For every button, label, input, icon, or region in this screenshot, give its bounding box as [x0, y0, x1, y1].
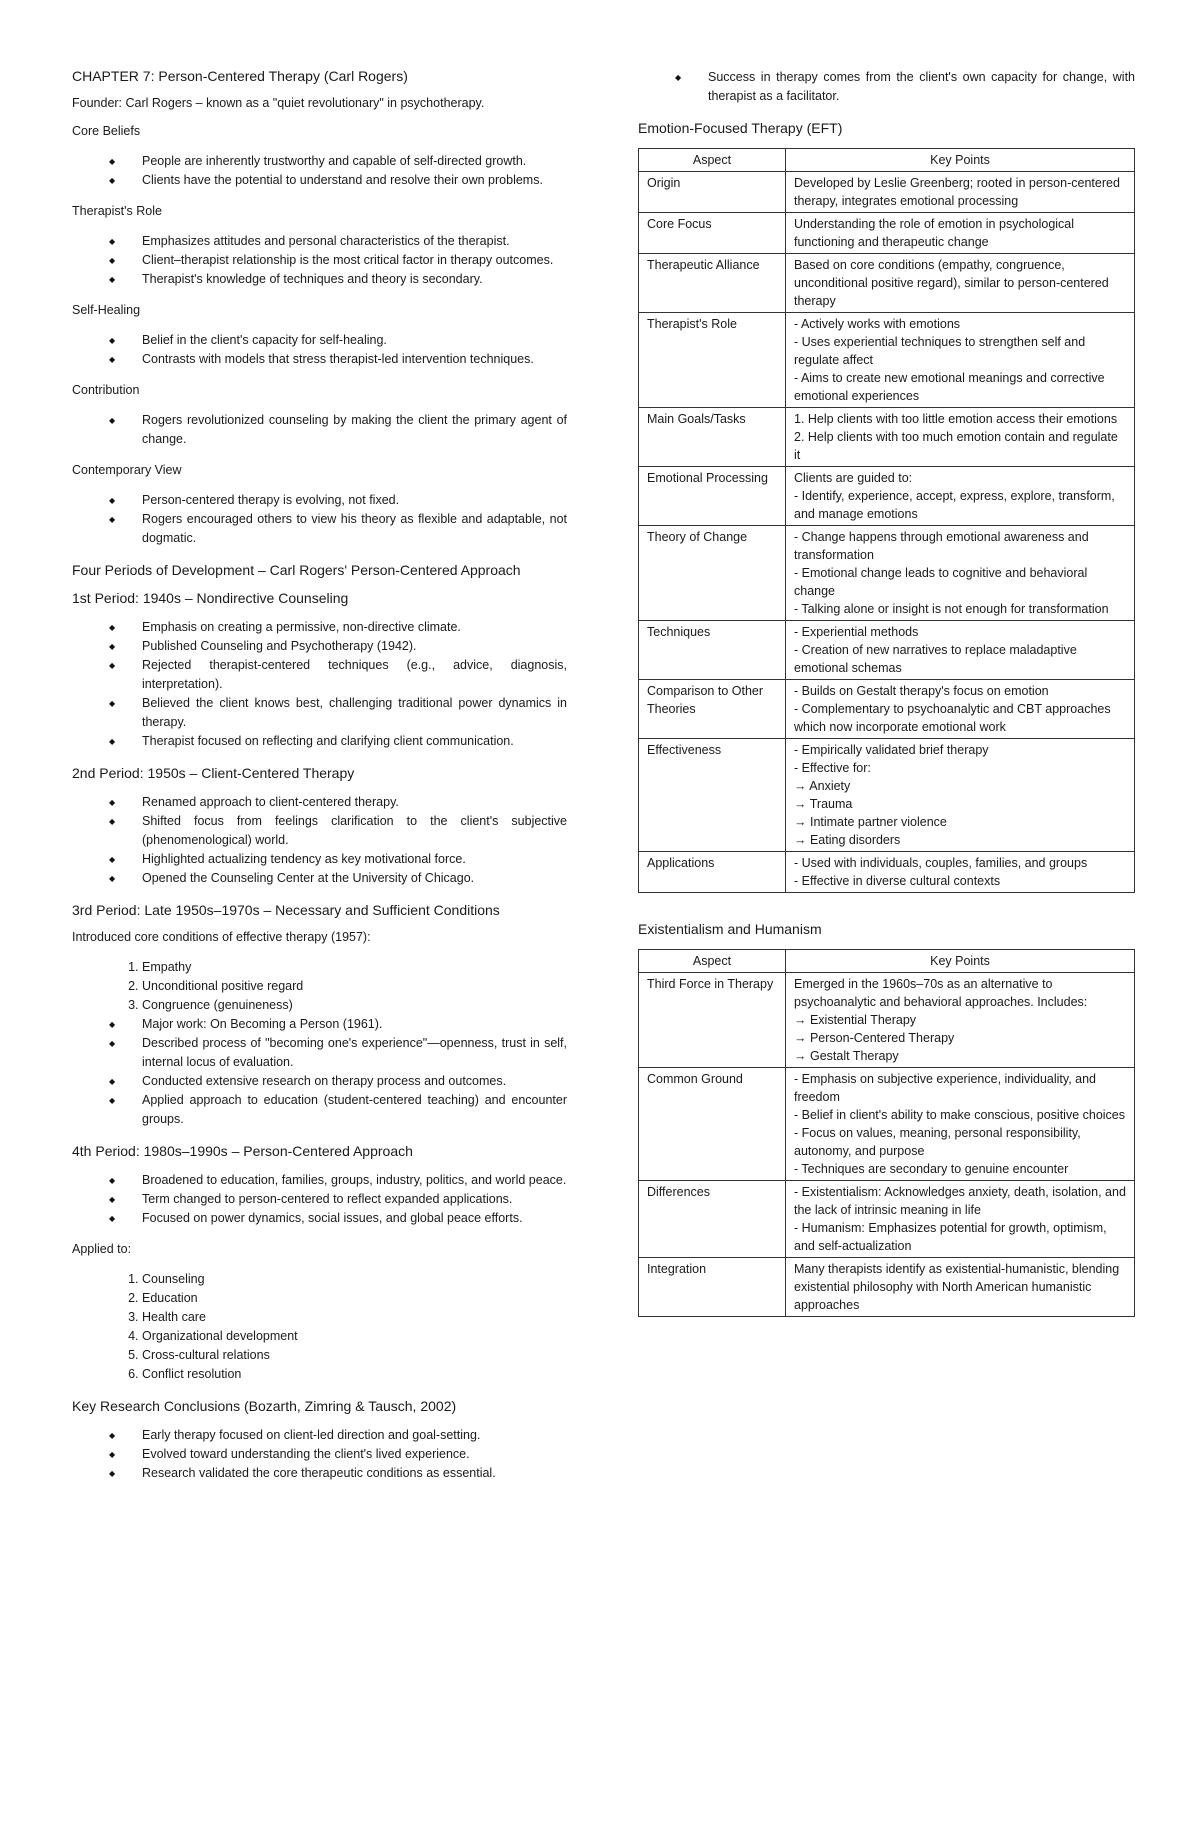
table-cell-aspect: Emotional Processing: [639, 467, 786, 526]
table-header-row: [639, 950, 1135, 973]
contribution-list: [72, 411, 567, 449]
key-point-line: - Techniques are secondary to genuine encounter: [794, 1162, 1069, 1176]
section-label-contribution: Contribution: [72, 383, 140, 397]
table-cell-aspect: Therapeutic Alliance: [639, 254, 786, 313]
table-cell-key-points: [786, 1181, 1135, 1258]
key-point-line: - Effective for:: [794, 761, 871, 775]
key-point-line: - Builds on Gestalt therapy's focus on emotion: [794, 684, 1049, 698]
table-cell-key-points: [786, 408, 1135, 467]
table-row: [639, 621, 1135, 680]
key-point-line: → Person-Centered Therapy: [794, 1031, 955, 1045]
list-item: ◆ Early therapy focused on client-led direction and goal-setting.: [142, 1426, 567, 1445]
eft-heading: Emotion-Focused Therapy (EFT): [638, 120, 843, 136]
period4-heading: 4th Period: 1980s–1990s – Person-Centered Approach: [72, 1143, 413, 1159]
key-point-line: - Change happens through emotional awareness and transformation: [794, 530, 1089, 562]
section-label-contemporary-view: Contemporary View: [72, 463, 182, 477]
table-cell-key-points: [786, 739, 1135, 852]
key-point-line: - Humanism: Emphasizes potential for growth, optimism, and self-actualization: [794, 1221, 1107, 1253]
key-point-line: - Emotional change leads to cognitive and behavioral change: [794, 566, 1088, 598]
list-item: ◆ Rejected therapist-centered techniques (e.g., advice, diagnosis, interpretation).: [142, 656, 567, 694]
chapter-title: CHAPTER 7: Person-Centered Therapy (Carl Rogers): [72, 68, 408, 84]
list-item: ◆ Success in therapy comes from the client's own capacity for change, with therapist as a facilitator.: [708, 68, 1135, 106]
key-point-line: - Effective in diverse cultural contexts: [794, 874, 1001, 888]
list-item: ◆ Published Counseling and Psychotherapy (1942).: [142, 637, 567, 656]
table-row: [639, 526, 1135, 621]
table-row: [639, 680, 1135, 739]
research-heading: Key Research Conclusions (Bozarth, Zimring & Tausch, 2002): [72, 1398, 457, 1414]
right-column: [638, 68, 1135, 1331]
list-item: ◆ Therapist focused on reflecting and clarifying client communication.: [142, 732, 567, 751]
column-header-key-points: Key Points: [786, 149, 1135, 172]
table-row: [639, 739, 1135, 852]
table-cell-aspect: Main Goals/Tasks: [639, 408, 786, 467]
key-point-line: - Identify, experience, accept, express, explore, transform, and manage emotions: [794, 489, 1115, 521]
list-item: ◆ Research validated the core therapeutic conditions as essential.: [142, 1464, 567, 1483]
key-point-line: → Gestalt Therapy: [794, 1049, 899, 1063]
table-row: [639, 1258, 1135, 1317]
table-cell-key-points: [786, 467, 1135, 526]
table-cell-key-points: [786, 254, 1135, 313]
key-point-line: → Eating disorders: [794, 833, 901, 847]
list-item: ◆ Evolved toward understanding the client's lived experience.: [142, 1445, 567, 1464]
list-item: ◆ Rogers revolutionized counseling by making the client the primary agent of change.: [142, 411, 567, 449]
table-row: [639, 1181, 1135, 1258]
list-item: 3. Congruence (genuineness): [142, 996, 567, 1015]
key-point-line: Based on core conditions (empathy, congruence, unconditional positive regard), similar to person-centered therapy: [794, 258, 1109, 308]
list-item: ◆ Therapist's knowledge of techniques and theory is secondary.: [142, 270, 567, 289]
key-point-line: Understanding the role of emotion in psychological functioning and therapeutic change: [794, 217, 1075, 249]
list-item: 2. Unconditional positive regard: [142, 977, 567, 996]
list-item: ◆ Emphasizes attitudes and personal characteristics of the therapist.: [142, 232, 567, 251]
list-item: ◆ Client–therapist relationship is the most critical factor in therapy outcomes.: [142, 251, 567, 270]
contemporary-view-list: [72, 491, 567, 548]
table-row: [639, 467, 1135, 526]
section-label-therapists-role: Therapist's Role: [72, 204, 162, 218]
list-item: ◆ Contrasts with models that stress therapist-led intervention techniques.: [142, 350, 567, 369]
list-item: ◆ Clients have the potential to understand and resolve their own problems.: [142, 171, 567, 190]
table-row: [639, 852, 1135, 893]
period2-heading: 2nd Period: 1950s – Client-Centered Therapy: [72, 765, 355, 781]
key-point-line: - Emphasis on subjective experience, individuality, and freedom: [794, 1072, 1097, 1104]
table-cell-aspect: Comparison to Other Theories: [639, 680, 786, 739]
key-point-line: - Used with individuals, couples, families, and groups: [794, 856, 1088, 870]
key-point-line: - Belief in client's ability to make conscious, positive choices: [794, 1108, 1126, 1122]
key-point-line: - Existentialism: Acknowledges anxiety, death, isolation, and the lack of intrinsic meaning in life: [794, 1185, 1126, 1217]
list-item: ◆ Focused on power dynamics, social issues, and global peace efforts.: [142, 1209, 567, 1228]
left-column: [72, 68, 567, 1497]
list-item: 3. Health care: [142, 1308, 567, 1327]
table-cell-key-points: [786, 1068, 1135, 1181]
table-cell-key-points: [786, 213, 1135, 254]
list-item: ◆ Renamed approach to client-centered therapy.: [142, 793, 567, 812]
table-row: [639, 1068, 1135, 1181]
list-item: ◆ Broadened to education, families, groups, industry, politics, and world peace.: [142, 1171, 567, 1190]
list-item: 1. Counseling: [142, 1270, 567, 1289]
eh-table: [638, 949, 1135, 1317]
period3-list: [72, 1015, 567, 1129]
list-item: ◆ Opened the Counseling Center at the University of Chicago.: [142, 869, 567, 888]
period3-intro: Introduced core conditions of effective therapy (1957):: [72, 930, 371, 944]
table-cell-aspect: Common Ground: [639, 1068, 786, 1181]
table-cell-key-points: [786, 1258, 1135, 1317]
list-item: ◆ People are inherently trustworthy and capable of self-directed growth.: [142, 152, 567, 171]
table-cell-key-points: [786, 313, 1135, 408]
table-header-row: [639, 149, 1135, 172]
core-conditions-list: [72, 958, 567, 1015]
key-point-line: - Complementary to psychoanalytic and CBT approaches which now incorporate emotional work: [794, 702, 1111, 734]
founder-line: Founder: Carl Rogers – known as a "quiet revolutionary" in psychotherapy.: [72, 96, 485, 110]
table-cell-key-points: [786, 973, 1135, 1068]
table-row: [639, 213, 1135, 254]
period4-list: [72, 1171, 567, 1228]
column-header-key-points: Key Points: [786, 950, 1135, 973]
table-row: [639, 408, 1135, 467]
table-cell-key-points: [786, 621, 1135, 680]
key-point-line: - Experiential methods: [794, 625, 919, 639]
list-item: ◆ Described process of "becoming one's experience"—openness, trust in self, internal locus of evaluation.: [142, 1034, 567, 1072]
period1-list: [72, 618, 567, 751]
list-item: ◆ Highlighted actualizing tendency as key motivational force.: [142, 850, 567, 869]
key-point-line: - Aims to create new emotional meanings and corrective emotional experiences: [794, 371, 1105, 403]
table-cell-aspect: Origin: [639, 172, 786, 213]
list-item: ◆ Rogers encouraged others to view his theory as flexible and adaptable, not dogmatic.: [142, 510, 567, 548]
table-cell-aspect: Techniques: [639, 621, 786, 680]
key-point-line: → Existential Therapy: [794, 1013, 917, 1027]
period3-heading: 3rd Period: Late 1950s–1970s – Necessary and Sufficient Conditions: [72, 902, 500, 918]
key-point-line: Many therapists identify as existential-humanistic, blending existential philosophy with North American humanistic approaches: [794, 1262, 1120, 1312]
table-cell-aspect: Theory of Change: [639, 526, 786, 621]
top-bullet-list: [638, 68, 1135, 106]
key-point-line: → Intimate partner violence: [794, 815, 947, 829]
list-item: ◆ Emphasis on creating a permissive, non-directive climate.: [142, 618, 567, 637]
table-cell-aspect: Applications: [639, 852, 786, 893]
list-item: 5. Cross-cultural relations: [142, 1346, 567, 1365]
key-point-line: 1. Help clients with too little emotion access their emotions: [794, 412, 1118, 426]
key-point-line: Developed by Leslie Greenberg; rooted in person-centered therapy, integrates emotional processing: [794, 176, 1120, 208]
table-cell-key-points: [786, 852, 1135, 893]
table-cell-key-points: [786, 526, 1135, 621]
eh-heading: Existentialism and Humanism: [638, 921, 822, 937]
period1-heading: 1st Period: 1940s – Nondirective Counseling: [72, 590, 349, 606]
key-point-line: Emerged in the 1960s–70s as an alternative to psychoanalytic and behavioral approaches. Includes:: [794, 977, 1088, 1009]
list-item: ◆ Shifted focus from feelings clarification to the client's subjective (phenomenological) world.: [142, 812, 567, 850]
table-cell-key-points: [786, 172, 1135, 213]
column-header-aspect: Aspect: [639, 149, 786, 172]
period2-list: [72, 793, 567, 888]
table-row: [639, 172, 1135, 213]
table-cell-aspect: Effectiveness: [639, 739, 786, 852]
table-cell-aspect: Integration: [639, 1258, 786, 1317]
list-item: ◆ Believed the client knows best, challenging traditional power dynamics in therapy.: [142, 694, 567, 732]
list-item: ◆ Applied approach to education (student-centered teaching) and encounter groups.: [142, 1091, 567, 1129]
table-cell-key-points: [786, 680, 1135, 739]
eh-table-body: [639, 973, 1135, 1317]
list-item: ◆ Term changed to person-centered to reflect expanded applications.: [142, 1190, 567, 1209]
section-label-core-beliefs: Core Beliefs: [72, 124, 141, 138]
list-item: 1. Empathy: [142, 958, 567, 977]
list-item: 6. Conflict resolution: [142, 1365, 567, 1384]
key-point-line: - Actively works with emotions: [794, 317, 961, 331]
key-point-line: → Trauma: [794, 797, 853, 811]
therapists-role-list: [72, 232, 567, 289]
eft-table-body: [639, 172, 1135, 893]
table-cell-aspect: Differences: [639, 1181, 786, 1258]
table-cell-aspect: Therapist's Role: [639, 313, 786, 408]
key-point-line: - Focus on values, meaning, personal responsibility, autonomy, and purpose: [794, 1126, 1081, 1158]
section-label-self-healing: Self-Healing: [72, 303, 141, 317]
key-point-line: - Empirically validated brief therapy: [794, 743, 989, 757]
self-healing-list: [72, 331, 567, 369]
eft-table: [638, 148, 1135, 893]
list-item: ◆ Major work: On Becoming a Person (1961).: [142, 1015, 567, 1034]
list-item: ◆ Person-centered therapy is evolving, not fixed.: [142, 491, 567, 510]
core-beliefs-list: [72, 152, 567, 190]
key-point-line: 2. Help clients with too much emotion contain and regulate it: [794, 430, 1118, 462]
table-row: [639, 254, 1135, 313]
table-row: [639, 973, 1135, 1068]
research-list: [72, 1426, 567, 1483]
key-point-line: → Anxiety: [794, 779, 851, 793]
four-periods-heading: Four Periods of Development – Carl Rogers' Person-Centered Approach: [72, 562, 521, 578]
key-point-line: - Uses experiential techniques to strengthen self and regulate affect: [794, 335, 1086, 367]
key-point-line: - Creation of new narratives to replace maladaptive emotional schemas: [794, 643, 1077, 675]
list-item: ◆ Belief in the client's capacity for self-healing.: [142, 331, 567, 350]
applied-to-label: Applied to:: [72, 1242, 132, 1256]
key-point-line: Clients are guided to:: [794, 471, 913, 485]
table-cell-aspect: Third Force in Therapy: [639, 973, 786, 1068]
list-item: 4. Organizational development: [142, 1327, 567, 1346]
list-item: ◆ Conducted extensive research on therapy process and outcomes.: [142, 1072, 567, 1091]
applied-to-list: [72, 1270, 567, 1384]
table-cell-aspect: Core Focus: [639, 213, 786, 254]
column-header-aspect: Aspect: [639, 950, 786, 973]
list-item: 2. Education: [142, 1289, 567, 1308]
table-row: [639, 313, 1135, 408]
key-point-line: - Talking alone or insight is not enough for transformation: [794, 602, 1109, 616]
